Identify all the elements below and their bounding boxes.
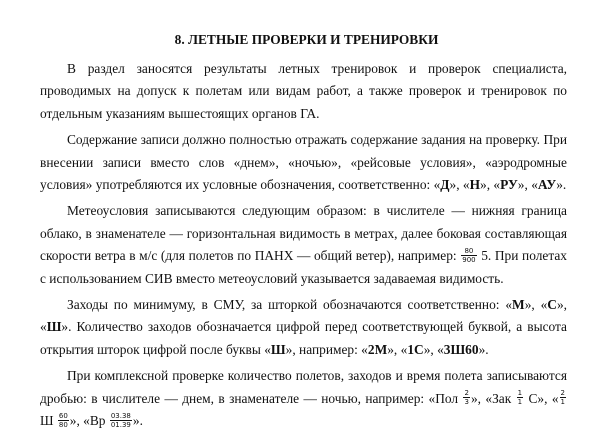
code-aerodrome: АУ [537, 177, 557, 193]
example-1s: 1С [407, 341, 424, 357]
paragraph-intro: В раздел заносятся результаты летных тренировок и проверок специалиста, проводимых на допуск к полетам или видам работ, а также проверок и тренировок по отдельным указаниям вышестоящих органов ГА. [40, 61, 567, 121]
section-title: 8. ЛЕТНЫЕ ПРОВЕРКИ И ТРЕНИРОВКИ [174, 32, 439, 47]
code-curtain-2: Ш [270, 341, 286, 357]
fraction-curtain-count: $\frac{2}{1}$ [560, 389, 565, 407]
code-day: Д [440, 177, 450, 193]
code-curtain: Ш [46, 319, 62, 335]
example-3sh60: 3Ш60 [443, 341, 479, 357]
paragraph-complex-check: При комплексной проверке количество полетов, заходов и время полета записываются дробью: в числителе — днем, в знаменателе — ночью, например: «Пол $\frac{2}{3}$ », «Зак $\frac{1}{1}$ С», « $\frac{2}{1}$ Ш $\frac{60}{80}$ », «Вр $\frac{03.38}{01.39}$ ». [40, 368, 567, 429]
fraction-flights: $\frac{2}{3}$ [464, 389, 469, 407]
code-night: Н [469, 177, 481, 193]
code-smu: С [547, 297, 557, 313]
fraction-curtain-height: $\frac{60}{80}$ [58, 411, 68, 429]
paragraph-weather: Метеоусловия записываются следующим образом: в числителе — нижняя граница облако, в знаменателе — горизонтальная видимость в метрах, далее боковая составляющая скорости ветра в м/с (для полетов по ПАНХ — общий ветер), например: $\frac{80}{900}$ 5. При полетах с использованием СИВ вместо метеоусловий указывается задаваемая видимость. [40, 203, 567, 286]
code-route: РУ [500, 177, 518, 193]
fraction-weather-example: $\frac{80}{900}$ [462, 246, 476, 264]
fraction-approaches: $\frac{1}{1}$ [517, 389, 523, 407]
paragraph-approaches: Заходы по минимуму, в СМУ, за шторкой обозначаются соответственно: «М», «С», «Ш». Количество заходов обозначается цифрой перед соответствующей буквой, а высота открытия шторок цифрой после буквы «Ш», например: «2М», «1С», «3Ш60». [40, 297, 567, 357]
code-minimum: М [512, 297, 525, 313]
paragraph-conditions: Содержание записи должно полностью отражать содержание задания на проверку. При внесении записи вместо слов «днем», «ночью», «рейсовые условия», «аэродромные условия» употребляются их условные обозначения, соответственно: «Д», «Н», «РУ», «АУ». [40, 132, 567, 193]
fraction-time: $\frac{03.38}{01.39}$ [110, 411, 131, 429]
example-2m: 2М [367, 341, 388, 357]
